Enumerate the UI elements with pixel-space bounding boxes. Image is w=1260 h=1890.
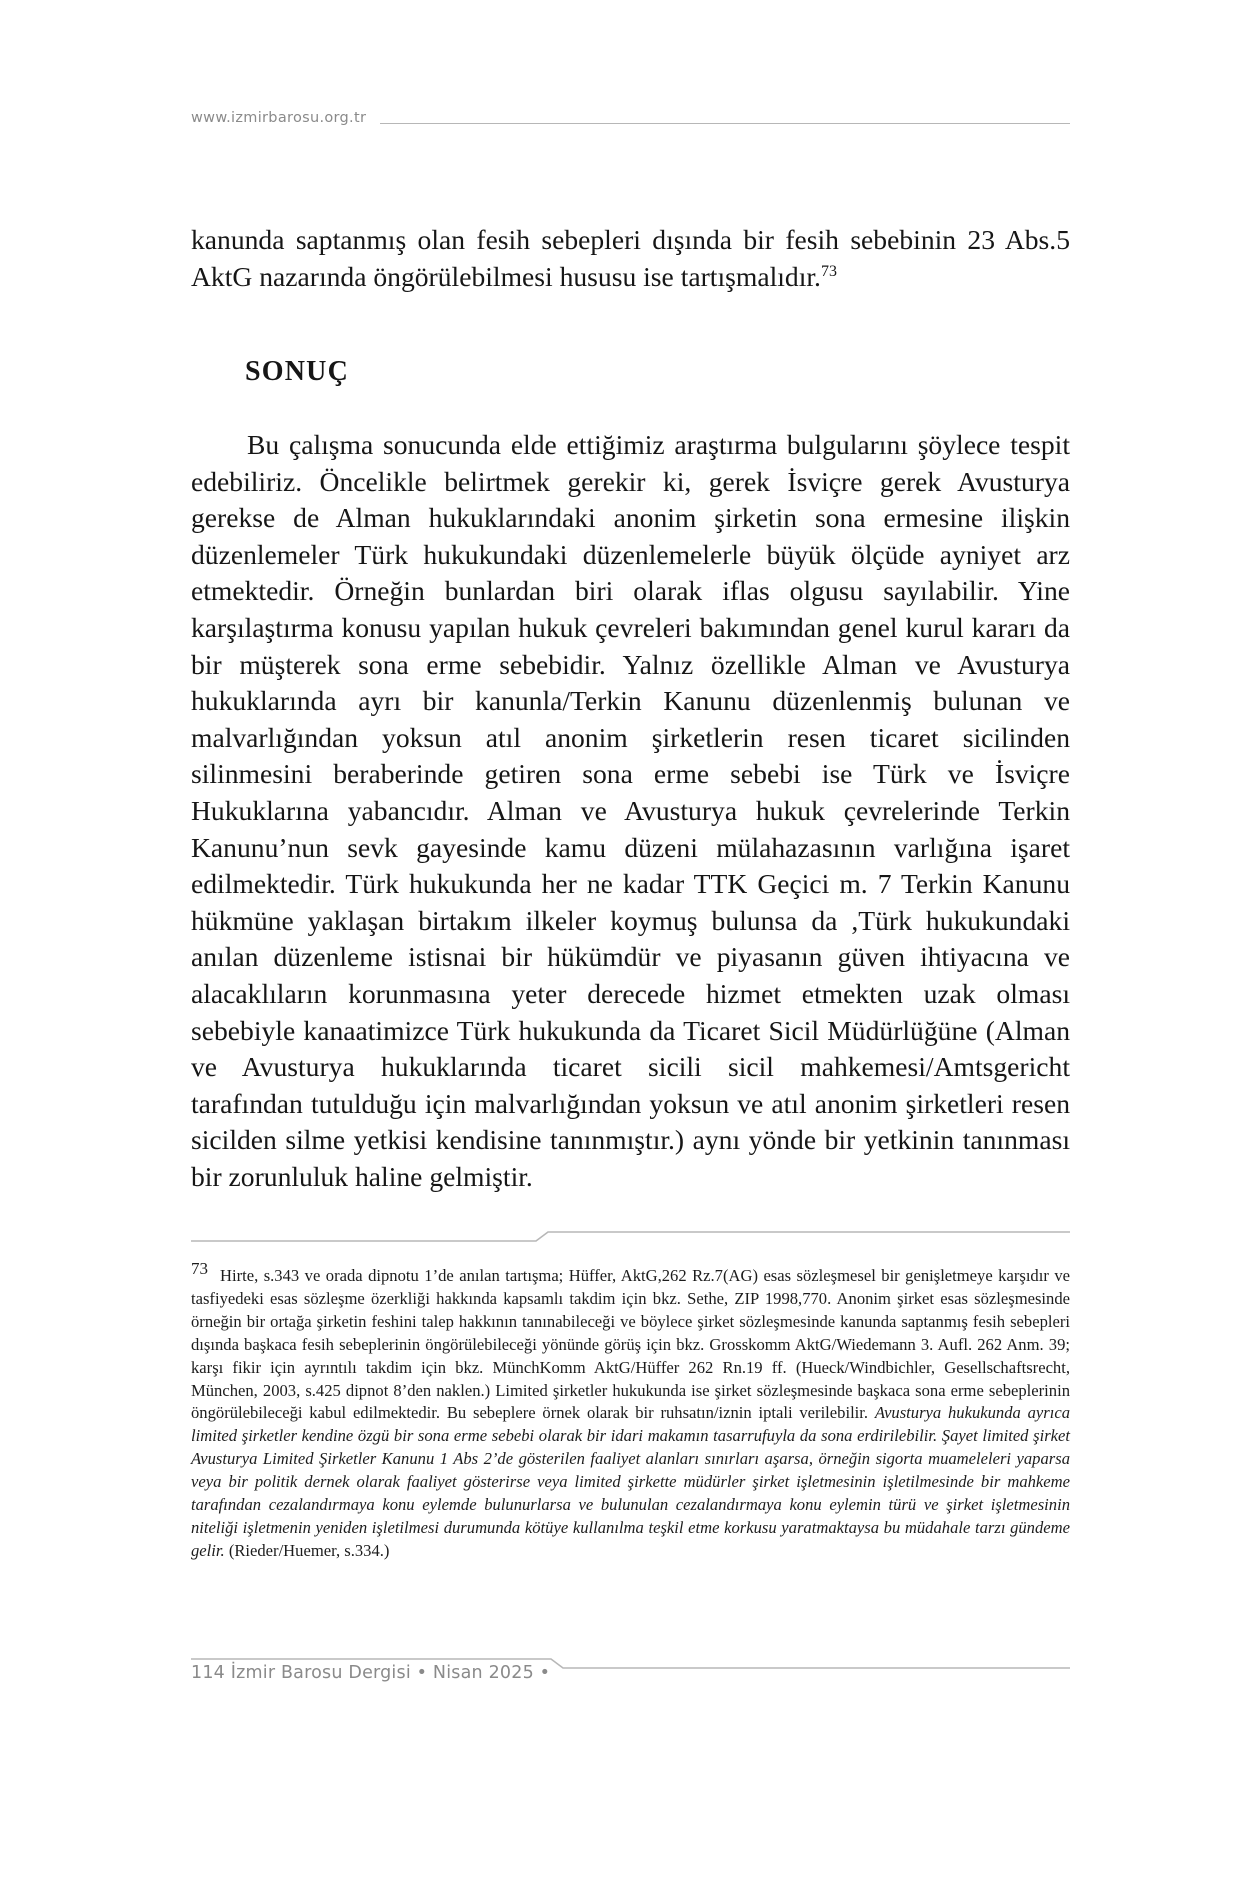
footnote-text-tail: (Rieder/Huemer, s.334.) [228, 1540, 390, 1560]
header-rule [380, 123, 1070, 124]
footnote-ref: 73 [820, 262, 837, 280]
intro-text: kanunda saptanmış olan fesih sebepleri dışında bir fesih sebebinin 23 Abs.5 AktG nazarında öngörülebilmesi hususu ise tartışmalıdır. [191, 224, 1070, 292]
header-url: www.izmirbarosu.org.tr [191, 110, 367, 126]
section-heading: SONUÇ [245, 356, 350, 387]
footnote-text-italic: Avusturya hukukunda ayrıca limited şirketler kendine özgü bir sona erme sebebi olarak bir idari makamın tasarrufuyla da sona erdirilebilir. Şayet limited şirket Avusturya Limited Şirketler Kanunu 1 Abs 2’de gösterilen faaliyet alanları sınırları aşarsa, örneğin sigorta muameleleri yaparsa veya bir politik dernek olarak faaliyet gösterirse veya limited şirkette müdürler şirket işletmesinin işletilmesinde bir mahkeme tarafından cezalandırmaya konu eylemde bulunurlarsa ve bulunulan cezalandırmaya konu eylemin türü ve şirket işletmesinin niteliği işletmenin yeniden işletilmesi durumunda kötüye kullanılma teşkil etme korkusu yaratmaktaysa bu müdahale tarzı gündeme gelir. [191, 1403, 1070, 1560]
intro-paragraph [191, 222, 1070, 295]
footer-text: 114 İzmir Barosu Dergisi • Nisan 2025 • [191, 1663, 551, 1683]
footnote-rule [191, 1230, 1070, 1242]
footnote-block [191, 1259, 1070, 1563]
footnote-text-regular: Hirte, s.343 ve orada dipnotu 1’de anılan tartışma; Hüffer, AktG,262 Rz.7(AG) esas sözleşmesel bir genişletmeye karşıdır ve tasfiyedeki esas sözleşme özerkliği hakkında kapsamlı takdim için bkz. Sethe, ZIP 1998,770. Anonim şirket esas sözleşmesinde örneğin bir ortağa şirketin feshini talep hakkının tanınabileceği ve böylece şirket sözleşmesinde kanunda saptanmış fesih sebepleri dışında başkaca fesih sebeplerinin öngörülebileceği yönünde görüş için bkz. Grosskomm AktG/Wiedemann 3. Aufl. 262 Anm. 39; karşı fikir için ayrıntılı takdim için bkz. MünchKomm AktG/Hüffer 262 Rn.19 ff. (Hueck/Windbichler, Gesellschaftsrecht, München, 2003, s.425 dipnot 8’den naklen.) Limited şirketler hukukunda ise şirket sözleşmesinde başkaca sona erme sebeplerinin öngörülebileceği kabul edilmektedir. Bu sebeplere örnek olarak bir ruhsatın/iznin iptali verilebilir. [191, 1266, 1070, 1423]
conclusion-text: Bu çalışma sonucunda elde ettiğimiz araştırma bulgularını şöylece tespit edebiliriz. Öncelikle belirtmek gerekir ki, gerek İsviçre gerek Avusturya gerekse de Alman hukuklarındaki anonim şirketin sona ermesine ilişkin düzenlemeler Türk hukukundaki düzenlemelerle büyük ölçüde ayniyet arz etmektedir. Örneğin bunlardan biri olarak iflas olgusu sayılabilir. Yine karşılaştırma konusu yapılan hukuk çevreleri bakımından genel kurul kararı da bir müşterek sona erme sebebidir. Yalnız özellikle Alman ve Avusturya hukuklarında ayrı bir kanunla/Terkin Kanunu düzenlenmiş bulunan ve malvarlığından yoksun atıl anonim şirketlerin resen ticaret sicilinden silinmesini beraberinde getiren sona erme sebebi ise Türk ve İsviçre Hukuklarına yabancıdır. Alman ve Avusturya hukuk çevrelerinde Terkin Kanunu’nun sevk gayesinde kamu düzeni mülahazasının varlığına işaret edilmektedir. Türk hukukunda her ne kadar TTK Geçici m. 7 Terkin Kanunu hükmüne yaklaşan birtakım ilkeler koymuş bulunsa da ,Türk hukukundaki anılan düzenleme istisnai bir hükümdür ve piyasanın güven ihtiyacına ve alacaklıların korunmasına yeter derecede hizmet etmekten uzak olması sebebiyle kanaatimizce Türk hukukunda da Ticaret Sicil Müdürlüğüne (Alman ve Avusturya hukuklarında ticaret sicili sicil mahkemesi/Amtsgericht tarafından tutulduğu için malvarlığından yoksun ve atıl anonim şirketleri resen sicilden silme yetkisi kendisine tanınmıştır.) aynı yönde bir yetkinin tanınması bir zorunluluk haline gelmiştir. [191, 429, 1070, 1192]
conclusion-paragraph [191, 427, 1070, 1195]
footnote-number: 73 [191, 1259, 208, 1278]
